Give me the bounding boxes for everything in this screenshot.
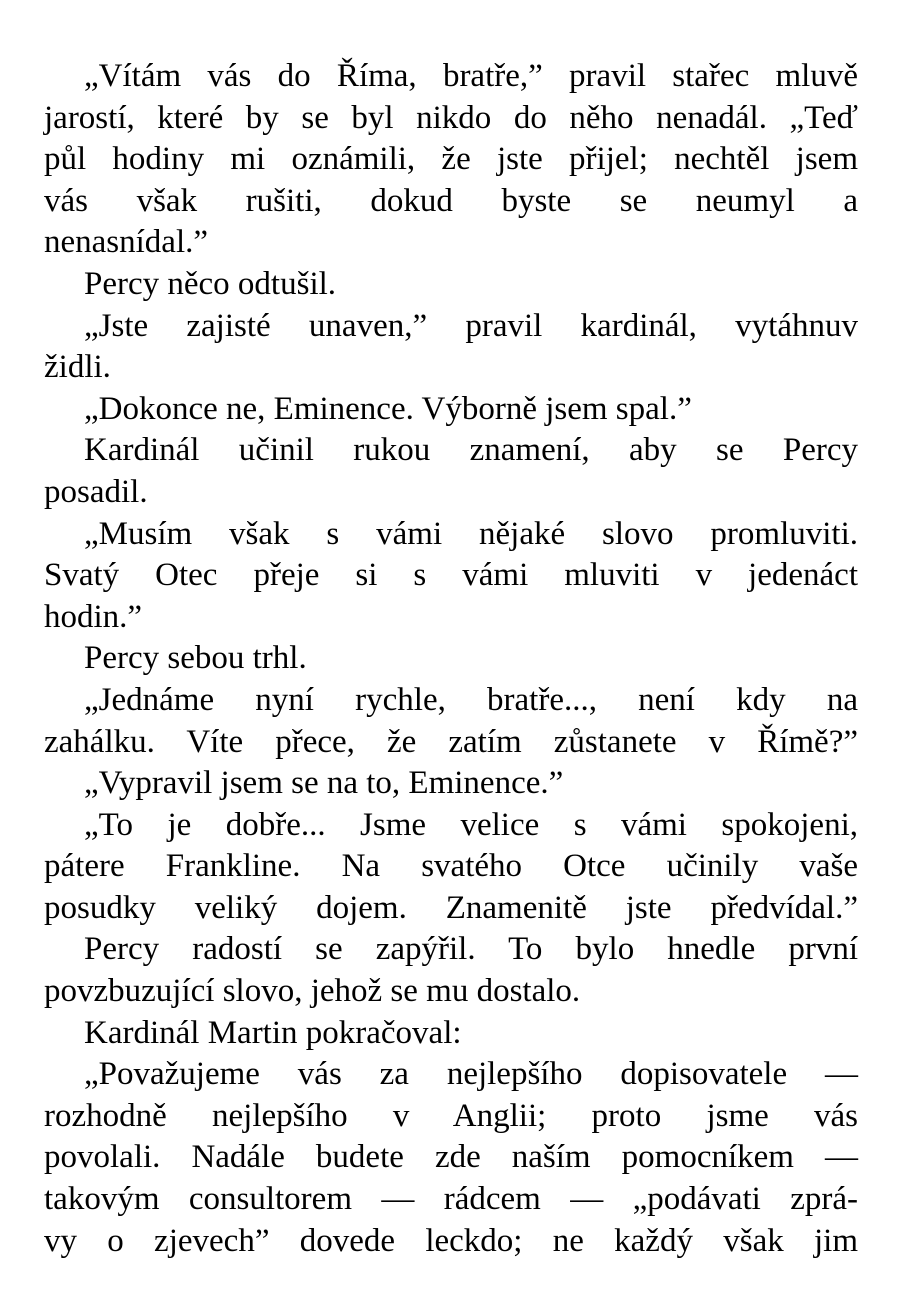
text-line: Percy něco odtušil. <box>84 265 337 302</box>
text-line: Kardinál učinil rukou znamení, aby se Percy <box>84 432 858 469</box>
text-line: „Vypravil jsem se na to, Eminence.” <box>84 765 564 802</box>
text-line: „Považujeme vás za nejlepšího dopisovatele — <box>84 1056 858 1093</box>
text-line: židli. <box>44 349 111 386</box>
text-line: Percy sebou trhl. <box>84 640 307 677</box>
text-line: hodin.” <box>44 598 143 635</box>
text-line: Kardinál Martin pokračoval: <box>84 1014 462 1051</box>
text-line: „Jednáme nyní rychle, bratře..., není kdy na <box>84 681 858 718</box>
text-line: povolali. Nadále budete zde naším pomocníkem — <box>44 1139 858 1176</box>
text-line: „To je dobře... Jsme velice s vámi spokojeni, <box>84 806 858 843</box>
text-line: půl hodiny mi oznámili, že jste přijel; nechtěl jsem <box>44 141 858 178</box>
text-line: posudky veliký dojem. Znamenitě jste předvídal.” <box>44 889 858 926</box>
text-line: takovým consultorem — rádcem — „podávati zprá- <box>44 1181 858 1218</box>
text-line: „Dokonce ne, Eminence. Výborně jsem spal.” <box>84 390 692 427</box>
text-line: vás však rušiti, dokud byste se neumyl a <box>44 182 858 219</box>
text-line: jarostí, které by se byl nikdo do něho nenadál. „Teď <box>44 99 858 136</box>
text-line: „Vítám vás do Říma, bratře,” pravil stařec mluvě <box>84 58 858 94</box>
text-line: zahálku. Víte přece, že zatím zůstanete v Římě?” <box>44 723 858 760</box>
text-line: povzbuzující slovo, jehož se mu dostalo. <box>44 973 581 1010</box>
text-line: „Musím však s vámi nějaké slovo promluviti. <box>84 515 858 552</box>
text-line: Percy radostí se zapýřil. To bylo hnedle první <box>84 931 858 968</box>
text-line: pátere Frankline. Na svatého Otce učinily vaše <box>44 848 858 885</box>
text-line: rozhodně nejlepšího v Anglii; proto jsme vás <box>44 1097 858 1134</box>
text-line: Svatý Otec přeje si s vámi mluviti v jedenáct <box>44 557 858 594</box>
text-line: nenasnídal.” <box>44 224 209 261</box>
text-line: „Jste zajisté unaven,” pravil kardinál, vytáhnuv <box>84 307 858 344</box>
text-line: vy o zjevech” dovede leckdo; ne každý však jim <box>44 1222 858 1259</box>
text-line: posadil. <box>44 473 148 510</box>
text-block <box>44 56 858 1262</box>
